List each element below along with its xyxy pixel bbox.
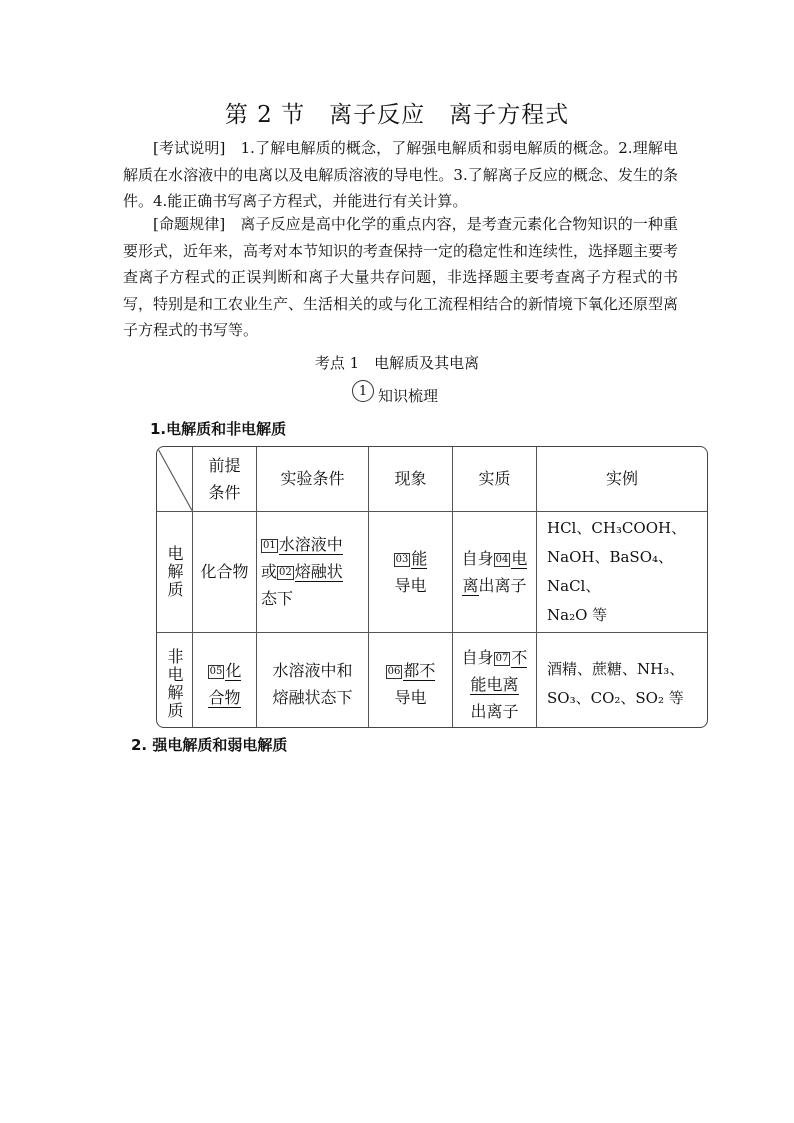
sub-section-badge <box>352 384 438 406</box>
exam-description <box>123 135 678 215</box>
header-essence: 实质 <box>453 447 537 511</box>
exam-text: 1.了解电解质的概念，了解强电解质和弱电解质的概念。2.理解电解质在水溶液中的电离以及电解质溶液的导电性。3.了解离子反应的概念、发生的条件。4.能正确书写离子方程式，并能进行有关计算。 <box>123 139 678 210</box>
cell-phenomenon: 06 都不 导电 <box>369 632 453 728</box>
cell-condition: 水溶液中和 熔融状态下 <box>257 632 369 728</box>
heading-electrolyte: 1.电解质和非电解质 <box>150 420 287 438</box>
header-example: 实例 <box>537 447 708 511</box>
cell-essence: 自身 04 电 离出离子 <box>453 511 537 632</box>
header-condition: 实验条件 <box>257 447 369 511</box>
sub-section-title: 知识梳理 <box>378 386 439 405</box>
row-label-nonelectrolyte: 非电解质 <box>157 632 193 728</box>
header-premise: 前提 条件 <box>193 447 257 511</box>
cell-example: 酒精、蔗糖、NH₃、 SO₃、CO₂、SO₂ 等 <box>537 632 708 728</box>
heading-strong-weak-electrolyte: 2. 强电解质和弱电解质 <box>131 736 288 754</box>
exam-label: [考试说明] <box>153 139 226 157</box>
cell-condition: 01 水溶液中 或 02 熔融状 态下 <box>257 511 369 632</box>
section-title: 考点 1 电解质及其电离 <box>314 354 480 372</box>
table-row <box>157 632 707 728</box>
electrolyte-table <box>156 446 708 728</box>
cell-premise: 05 化 合物 <box>193 632 257 728</box>
cell-example: HCl、CH₃COOH、 NaOH、BaSO₄、NaCl、 Na₂O 等 <box>537 511 708 632</box>
proposition-rule <box>123 211 678 344</box>
table-row <box>157 511 707 632</box>
page-title: 第 2 节 离子反应 离子方程式 <box>224 102 570 128</box>
rule-text: 离子反应是高中化学的重点内容，是考查元素化合物知识的一种重要形式，近年来，高考对本节知识的考查保持一定的稳定性和连续性，选择题主要考查离子方程式的正误判断和离子大量共存问题，非选择题主要考查离子方程式的书写，特别是和工农业生产、生活相关的或与化工流程相结合的新情境下氧化还原型离子方程式的书写等。 <box>123 215 679 339</box>
circle-number-icon: 1 <box>352 380 374 402</box>
cell-essence: 自身 07 不 能电离 出离子 <box>453 632 537 728</box>
header-diagonal-cell <box>157 447 193 511</box>
rule-label: [命题规律] <box>153 215 226 233</box>
cell-premise: 化合物 <box>193 511 257 632</box>
cell-phenomenon: 03 能 导电 <box>369 511 453 632</box>
row-label-electrolyte: 电解质 <box>157 511 193 632</box>
header-phenomenon: 现象 <box>369 447 453 511</box>
